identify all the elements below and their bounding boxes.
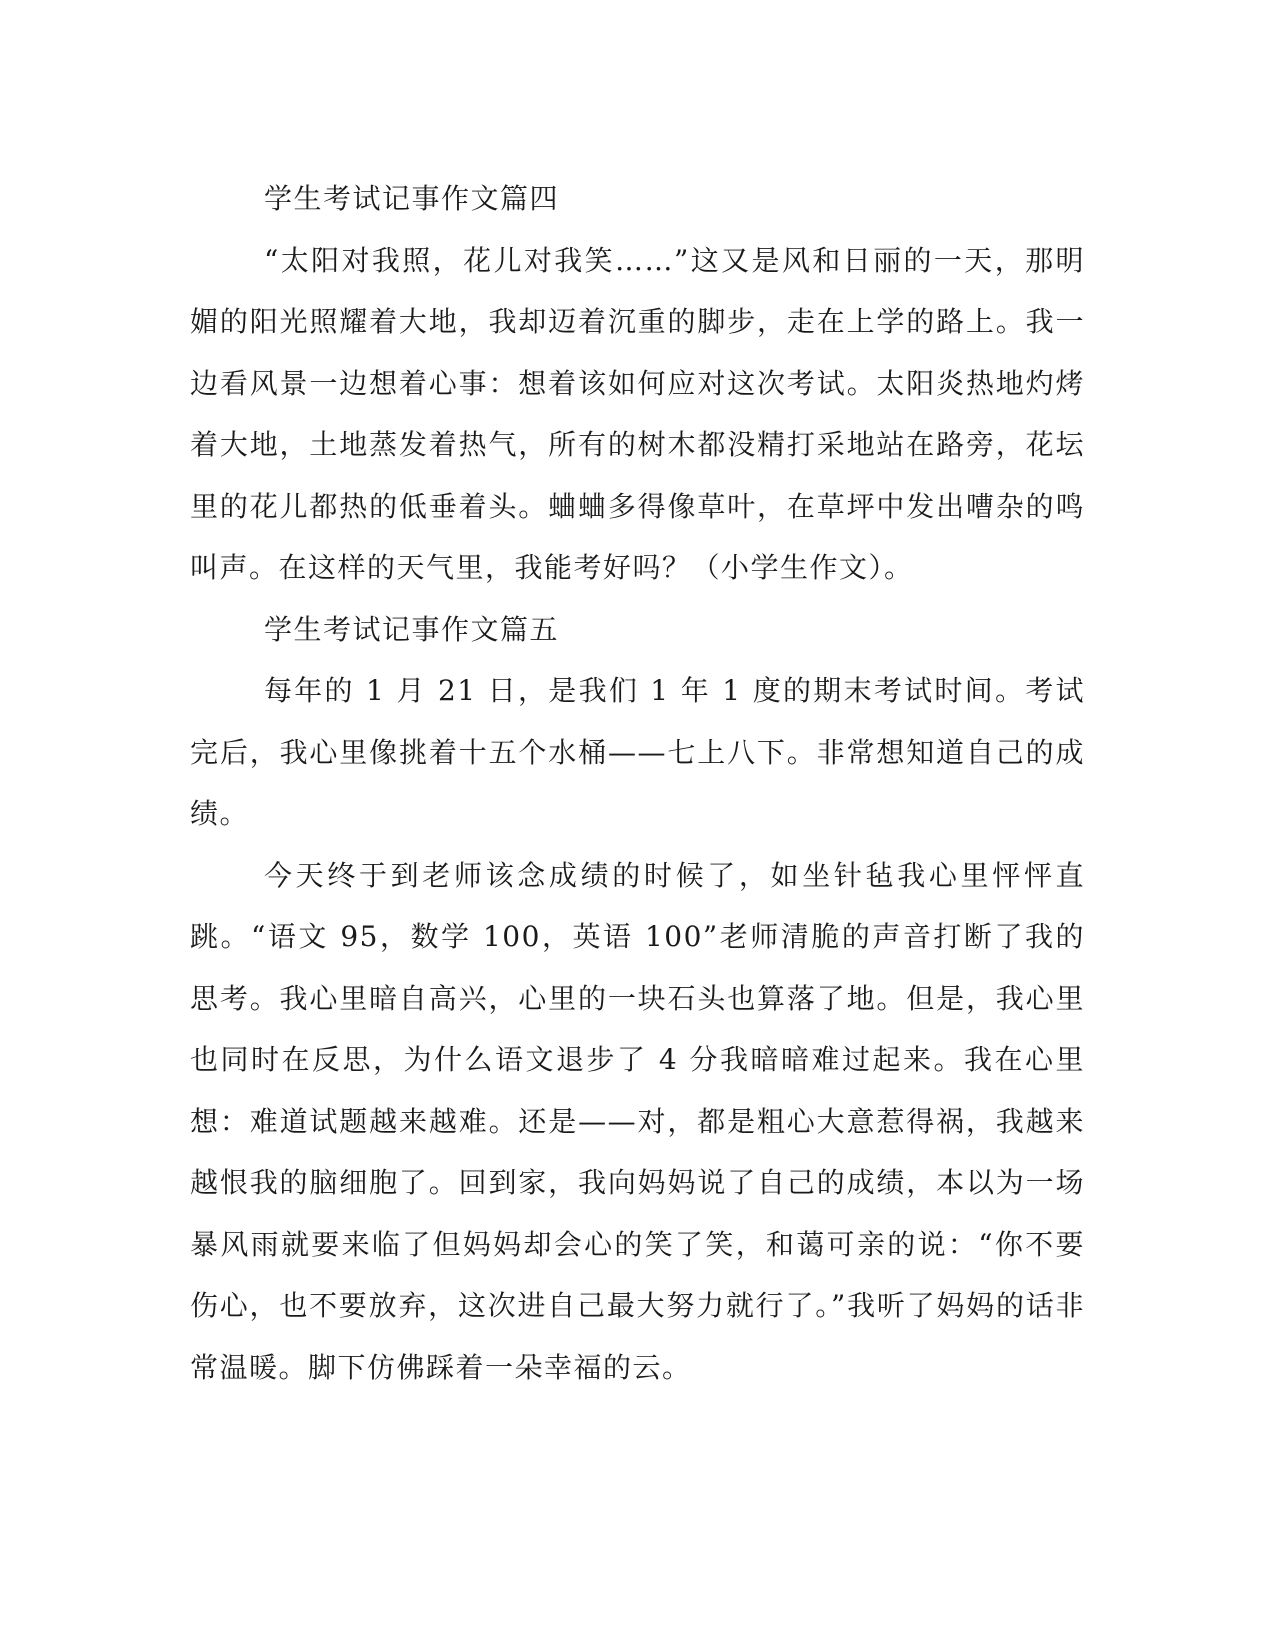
section-heading-five: 学生考试记事作文篇五 — [264, 612, 560, 646]
paragraph-four: “太阳对我照，花儿对我笑……”这又是风和日丽的一天，那明媚的阳光照耀着大地，我却迈着沉重的脚步，走在上学的路上。我一边看风景一边想着心事：想着该如何应对这次考试。太阳炎热地灼烤着大地，土地蒸发着热气，所有的树木都没精打采地站在路旁，花坛里的花儿都热的低垂着头。蛐蛐多得像草叶，在草坪中发出嘈杂的鸣叫声。在这样的天气里，我能考好吗？（小学生作文）。 — [190, 243, 1085, 584]
essay-body — [190, 168, 1085, 1398]
paragraph-five-intro: 每年的 1 月 21 日，是我们 1 年 1 度的期末考试时间。考试完后，我心里像挑着十五个水桶——七上八下。非常想知道自己的成绩。 — [190, 674, 1085, 830]
paragraph-five-body: 今天终于到老师该念成绩的时候了，如坐针毡我心里怦怦直跳。“语文 95，数学 100，英语 100”老师清脆的声音打断了我的思考。我心里暗自高兴，心里的一块石头也算落了地。但是，我心里也同时在反思，为什么语文退步了 4 分我暗暗难过起来。我在心里想：难道试题越来越难。还是——对，都是粗心大意惹得祸，我越来越恨我的脑细胞了。回到家，我向妈妈说了自己的成绩，本以为一场暴风雨就要来临了但妈妈却会心的笑了笑，和蔼可亲的说：“你不要伤心，也不要放弃，这次进自己最大努力就行了。”我听了妈妈的话非常温暖。脚下仿佛踩着一朵幸福的云。 — [190, 858, 1085, 1384]
section-heading-four: 学生考试记事作文篇四 — [264, 182, 560, 215]
